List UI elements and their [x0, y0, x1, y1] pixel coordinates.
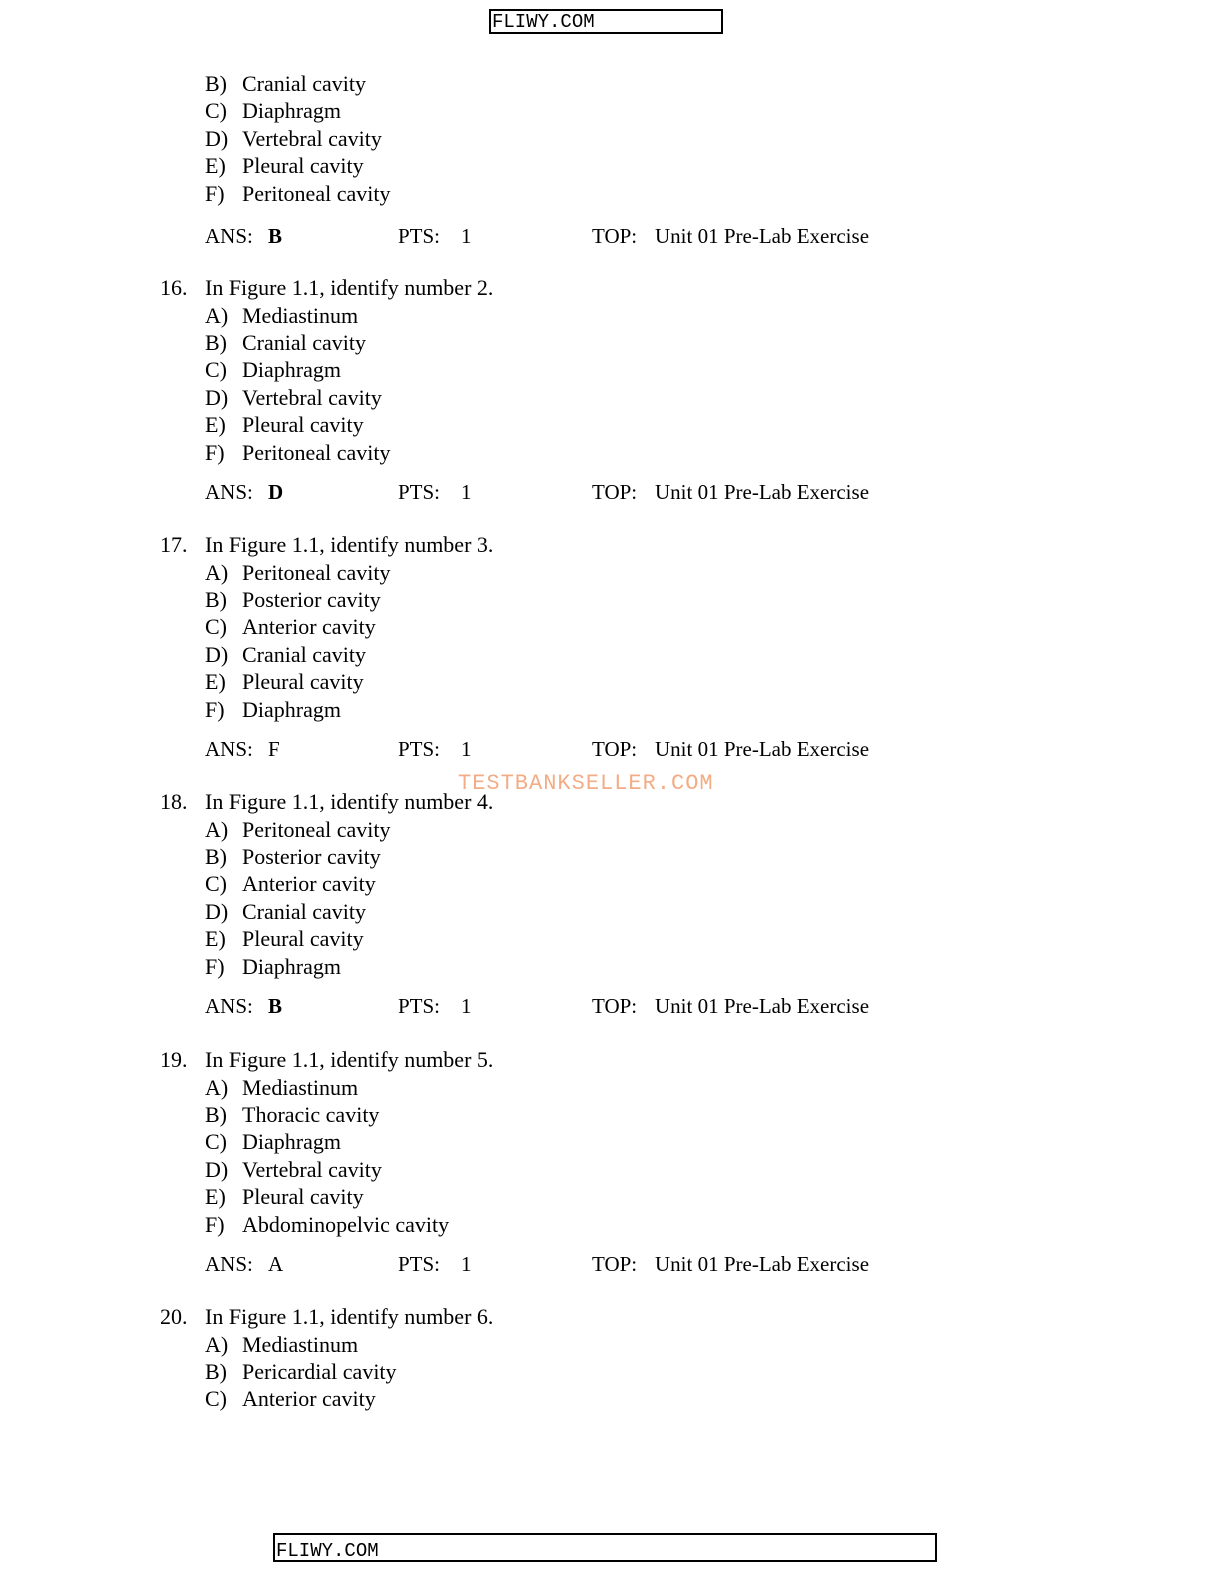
option-letter: D): [205, 1156, 229, 1182]
question-number: 20.: [160, 1304, 188, 1329]
option-text: Peritoneal cavity: [242, 439, 391, 465]
option-text: Pleural cavity: [242, 926, 364, 952]
option-text: Pleural cavity: [242, 1184, 364, 1210]
option-text: Cranial cavity: [242, 641, 367, 667]
question-text: In Figure 1.1, identify number 3.: [205, 532, 494, 557]
option-letter: E): [205, 669, 226, 695]
option-text: Pleural cavity: [242, 412, 364, 438]
option-text: Peritoneal cavity: [242, 180, 391, 206]
option-letter: E): [205, 1184, 226, 1210]
option-letter: F): [205, 1211, 225, 1237]
top-label: TOP:: [592, 480, 638, 504]
option-text: Cranial cavity: [242, 898, 367, 924]
option-text: Cranial cavity: [242, 71, 367, 96]
option-text: Diaphragm: [242, 98, 341, 124]
ans-value: D: [268, 480, 284, 504]
top-label: TOP:: [592, 224, 638, 248]
option-text: Diaphragm: [242, 953, 341, 979]
pts-label: PTS:: [398, 1252, 441, 1276]
option-letter: C): [205, 98, 227, 124]
option-text: Abdominopelvic cavity: [242, 1211, 450, 1237]
option-letter: C): [205, 614, 227, 640]
question-number: 16.: [160, 275, 188, 300]
option-letter: E): [205, 412, 226, 438]
option-letter: B): [205, 1358, 227, 1384]
pts-label: PTS:: [398, 480, 441, 504]
option-letter: F): [205, 696, 225, 722]
top-value: Unit 01 Pre-Lab Exercise: [655, 224, 870, 248]
option-letter: D): [205, 898, 229, 924]
option-text: Vertebral cavity: [242, 125, 382, 151]
top-value: Unit 01 Pre-Lab Exercise: [655, 737, 870, 761]
option-text: Vertebral cavity: [242, 384, 382, 410]
option-letter: A): [205, 559, 229, 585]
header-banner-top: FLIWY.COM: [489, 9, 723, 34]
option-text: Diaphragm: [242, 1129, 341, 1155]
option-text: Pleural cavity: [242, 153, 364, 179]
option-text: Posterior cavity: [242, 843, 381, 869]
top-label: TOP:: [592, 737, 638, 761]
question-text: In Figure 1.1, identify number 6.: [205, 1304, 494, 1329]
pts-value: 1: [461, 737, 472, 761]
option-letter: B): [205, 71, 227, 96]
pts-value: 1: [461, 224, 472, 248]
ans-value: B: [268, 224, 283, 248]
option-letter: B): [205, 1101, 227, 1127]
option-letter: D): [205, 125, 229, 151]
ans-value: B: [268, 994, 283, 1018]
option-text: Cranial cavity: [242, 329, 367, 355]
ans-label: ANS:: [205, 480, 253, 504]
ans-label: ANS:: [205, 994, 253, 1018]
option-text: Posterior cavity: [242, 586, 381, 612]
watermark: TESTBANKSELLER.COM: [458, 771, 714, 796]
option-text: Mediastinum: [242, 302, 359, 328]
ans-label: ANS:: [205, 1252, 253, 1276]
top-value: Unit 01 Pre-Lab Exercise: [655, 1252, 870, 1276]
question-text: In Figure 1.1, identify number 2.: [205, 275, 494, 300]
option-text: Mediastinum: [242, 1074, 359, 1100]
pts-label: PTS:: [398, 994, 441, 1018]
option-text: Peritoneal cavity: [242, 816, 391, 842]
option-text: Anterior cavity: [242, 871, 376, 897]
option-letter: F): [205, 953, 225, 979]
question-text: In Figure 1.1, identify number 4.: [205, 789, 494, 814]
option-letter: B): [205, 586, 227, 612]
option-letter: E): [205, 153, 226, 179]
option-text: Anterior cavity: [242, 1386, 376, 1412]
option-text: Diaphragm: [242, 357, 341, 383]
option-letter: B): [205, 843, 227, 869]
option-letter: A): [205, 302, 229, 328]
question-number: 19.: [160, 1047, 188, 1072]
pts-value: 1: [461, 994, 472, 1018]
ans-value: A: [268, 1252, 284, 1276]
top-label: TOP:: [592, 1252, 638, 1276]
option-letter: C): [205, 871, 227, 897]
option-letter: C): [205, 357, 227, 383]
option-letter: C): [205, 1386, 227, 1412]
ans-value: F: [268, 737, 280, 761]
option-letter: E): [205, 926, 226, 952]
top-value: Unit 01 Pre-Lab Exercise: [655, 480, 870, 504]
option-letter: F): [205, 439, 225, 465]
option-letter: A): [205, 1074, 229, 1100]
option-letter: D): [205, 384, 229, 410]
top-label: TOP:: [592, 994, 638, 1018]
option-text: Pleural cavity: [242, 669, 364, 695]
option-text: Mediastinum: [242, 1331, 359, 1357]
option-text: Diaphragm: [242, 696, 341, 722]
pts-label: PTS:: [398, 737, 441, 761]
option-text: Vertebral cavity: [242, 1156, 382, 1182]
pts-label: PTS:: [398, 224, 441, 248]
top-value: Unit 01 Pre-Lab Exercise: [655, 994, 870, 1018]
question-text: In Figure 1.1, identify number 5.: [205, 1047, 494, 1072]
option-text: Peritoneal cavity: [242, 559, 391, 585]
option-text: Pericardial cavity: [242, 1358, 397, 1384]
option-letter: C): [205, 1129, 227, 1155]
option-letter: A): [205, 1331, 229, 1357]
pts-value: 1: [461, 1252, 472, 1276]
pts-value: 1: [461, 480, 472, 504]
question-number: 18.: [160, 789, 188, 814]
option-letter: F): [205, 180, 225, 206]
question-number: 17.: [160, 532, 188, 557]
option-letter: D): [205, 641, 229, 667]
option-letter: A): [205, 816, 229, 842]
option-text: Thoracic cavity: [242, 1101, 380, 1127]
option-text: Anterior cavity: [242, 614, 376, 640]
option-letter: B): [205, 329, 227, 355]
ans-label: ANS:: [205, 737, 253, 761]
ans-label: ANS:: [205, 224, 253, 248]
header-banner-bottom: FLIWY.COM: [273, 1533, 937, 1562]
